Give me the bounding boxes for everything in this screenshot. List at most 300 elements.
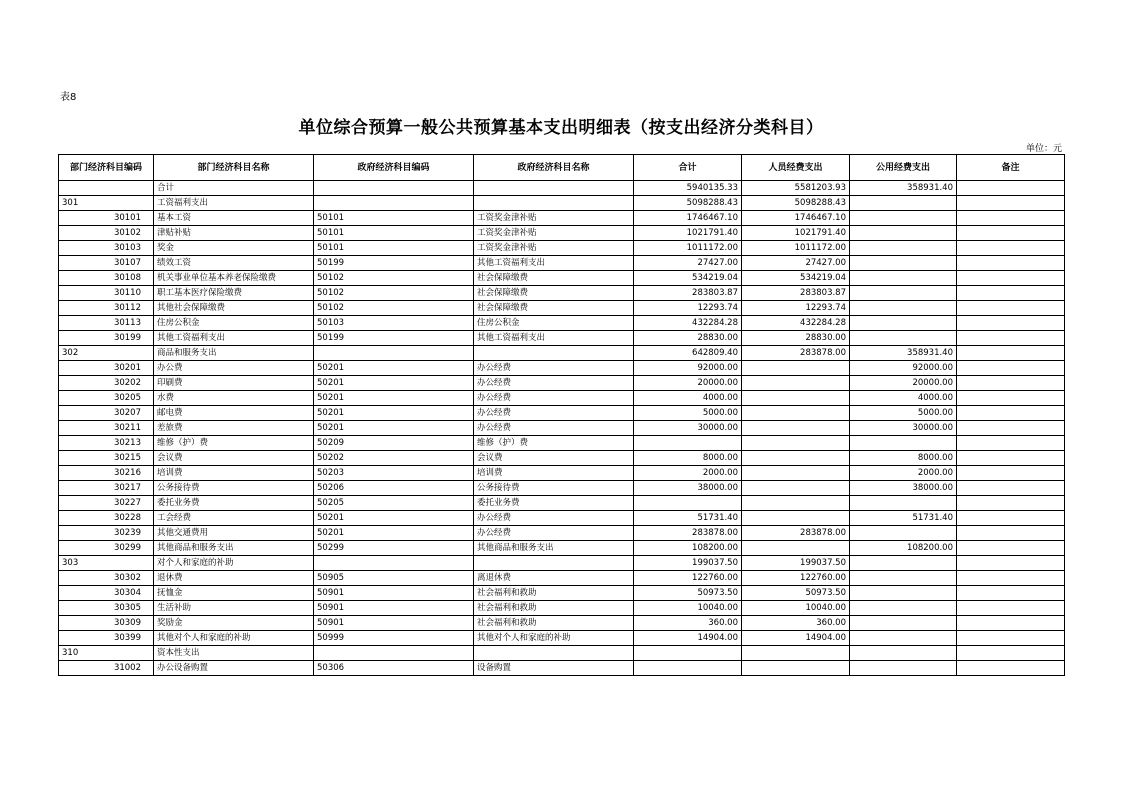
total-cell: 92000.00 [634,361,742,376]
table-row [59,571,1065,586]
personnel-cell [742,511,850,526]
public-cell [850,331,957,346]
dept-name-cell: 其他工资福利支出 [154,331,314,346]
dept-name-cell: 绩效工资 [154,256,314,271]
dept-name-cell: 生活补助 [154,601,314,616]
total-cell: 642809.40 [634,346,742,361]
dept-code-cell: 30211 [59,421,154,436]
public-cell [850,316,957,331]
public-cell [850,436,957,451]
header-note: 备注 [957,155,1065,181]
public-cell [850,556,957,571]
public-cell [850,571,957,586]
table-row [59,226,1065,241]
dept-code-cell: 30108 [59,271,154,286]
gov-name-cell: 委托业务费 [474,496,634,511]
gov-name-cell: 会议费 [474,451,634,466]
gov-name-cell: 公务接待费 [474,481,634,496]
personnel-cell: 27427.00 [742,256,850,271]
header-public: 公用经费支出 [850,155,957,181]
gov-name-cell: 办公经费 [474,391,634,406]
note-cell [957,331,1065,346]
gov-code-cell: 50299 [314,541,474,556]
gov-code-cell: 50201 [314,376,474,391]
public-cell: 38000.00 [850,481,957,496]
personnel-cell: 283878.00 [742,346,850,361]
personnel-cell [742,376,850,391]
total-cell: 5940135.33 [634,181,742,196]
gov-name-cell: 工资奖金津补贴 [474,226,634,241]
gov-name-cell: 社会保障缴费 [474,301,634,316]
total-cell: 432284.28 [634,316,742,331]
gov-code-cell: 50901 [314,601,474,616]
gov-code-cell: 50201 [314,421,474,436]
gov-code-cell: 50205 [314,496,474,511]
public-cell [850,286,957,301]
public-cell: 108200.00 [850,541,957,556]
dept-code-cell: 30205 [59,391,154,406]
header-total: 合计 [634,155,742,181]
table-row [59,601,1065,616]
dept-code-cell: 30101 [59,211,154,226]
total-cell: 1021791.40 [634,226,742,241]
dept-name-cell: 邮电费 [154,406,314,421]
personnel-cell: 10040.00 [742,601,850,616]
personnel-cell [742,421,850,436]
note-cell [957,496,1065,511]
gov-code-cell [314,646,474,661]
table-row [59,316,1065,331]
public-cell [850,241,957,256]
table-row [59,616,1065,631]
total-cell: 5098288.43 [634,196,742,211]
dept-code-cell: 30228 [59,511,154,526]
dept-code-cell: 30399 [59,631,154,646]
note-cell [957,421,1065,436]
gov-name-cell: 社会福利和救助 [474,616,634,631]
dept-name-cell: 办公费 [154,361,314,376]
gov-name-cell [474,646,634,661]
dept-code-cell: 301 [59,196,154,211]
table-row [59,481,1065,496]
dept-name-cell: 机关事业单位基本养老保险缴费 [154,271,314,286]
total-cell: 38000.00 [634,481,742,496]
gov-code-cell: 50102 [314,301,474,316]
total-cell: 199037.50 [634,556,742,571]
personnel-cell: 199037.50 [742,556,850,571]
dept-name-cell: 工会经费 [154,511,314,526]
personnel-cell [742,391,850,406]
gov-name-cell: 培训费 [474,466,634,481]
public-cell: 358931.40 [850,346,957,361]
page-title: 单位综合预算一般公共预算基本支出明细表（按支出经济分类科目） [298,118,824,138]
dept-name-cell: 培训费 [154,466,314,481]
dept-code-cell: 302 [59,346,154,361]
gov-name-cell: 设备购置 [474,661,634,676]
gov-code-cell: 50199 [314,256,474,271]
gov-name-cell: 其他工资福利支出 [474,331,634,346]
dept-name-cell: 资本性支出 [154,646,314,661]
gov-code-cell: 50901 [314,586,474,601]
gov-name-cell: 社会福利和救助 [474,586,634,601]
personnel-cell: 1021791.40 [742,226,850,241]
dept-name-cell: 办公设备购置 [154,661,314,676]
public-cell [850,601,957,616]
sheet-label: 表8 [60,92,77,103]
dept-name-cell: 奖金 [154,241,314,256]
dept-code-cell: 30112 [59,301,154,316]
dept-code-cell: 30299 [59,541,154,556]
personnel-cell: 1746467.10 [742,211,850,226]
gov-name-cell: 社会福利和救助 [474,601,634,616]
table-row [59,331,1065,346]
total-cell: 30000.00 [634,421,742,436]
total-cell: 28830.00 [634,331,742,346]
dept-code-cell: 30202 [59,376,154,391]
total-cell [634,661,742,676]
public-cell [850,271,957,286]
gov-name-cell [474,196,634,211]
table-row [59,421,1065,436]
table-row [59,181,1065,196]
public-cell [850,496,957,511]
gov-code-cell: 50999 [314,631,474,646]
dept-name-cell: 津贴补贴 [154,226,314,241]
public-cell: 92000.00 [850,361,957,376]
gov-code-cell: 50201 [314,406,474,421]
dept-name-cell: 抚恤金 [154,586,314,601]
total-cell: 283803.87 [634,286,742,301]
header-dept-name: 部门经济科目名称 [154,155,314,181]
note-cell [957,646,1065,661]
dept-code-cell: 30305 [59,601,154,616]
note-cell [957,541,1065,556]
table-row [59,646,1065,661]
gov-code-cell: 50201 [314,526,474,541]
total-cell: 51731.40 [634,511,742,526]
table-row [59,541,1065,556]
dept-name-cell: 其他社会保障缴费 [154,301,314,316]
dept-code-cell: 30215 [59,451,154,466]
total-cell [634,436,742,451]
dept-name-cell: 对个人和家庭的补助 [154,556,314,571]
gov-code-cell [314,556,474,571]
dept-name-cell: 水费 [154,391,314,406]
personnel-cell [742,451,850,466]
public-cell [850,196,957,211]
dept-code-cell: 30113 [59,316,154,331]
note-cell [957,376,1065,391]
note-cell [957,391,1065,406]
table-body [59,181,1065,676]
note-cell [957,616,1065,631]
personnel-cell: 5098288.43 [742,196,850,211]
gov-name-cell: 住房公积金 [474,316,634,331]
gov-code-cell: 50102 [314,271,474,286]
total-cell: 20000.00 [634,376,742,391]
table-row [59,301,1065,316]
table-row [59,526,1065,541]
table-row [59,556,1065,571]
gov-name-cell: 离退休费 [474,571,634,586]
note-cell [957,301,1065,316]
header-gov-name: 政府经济科目名称 [474,155,634,181]
dept-name-cell: 维修（护）费 [154,436,314,451]
personnel-cell: 50973.50 [742,586,850,601]
note-cell [957,196,1065,211]
gov-code-cell: 50203 [314,466,474,481]
table-row [59,406,1065,421]
dept-code-cell: 31002 [59,661,154,676]
gov-code-cell: 50101 [314,226,474,241]
dept-name-cell: 基本工资 [154,211,314,226]
personnel-cell: 1011172.00 [742,241,850,256]
public-cell [850,646,957,661]
table-row [59,271,1065,286]
gov-name-cell: 办公经费 [474,421,634,436]
gov-name-cell [474,181,634,196]
dept-name-cell: 奖励金 [154,616,314,631]
total-cell: 2000.00 [634,466,742,481]
table-row [59,196,1065,211]
total-cell: 50973.50 [634,586,742,601]
gov-name-cell: 工资奖金津补贴 [474,211,634,226]
personnel-cell [742,646,850,661]
note-cell [957,451,1065,466]
personnel-cell: 12293.74 [742,301,850,316]
gov-name-cell: 维修（护）费 [474,436,634,451]
dept-name-cell: 工资福利支出 [154,196,314,211]
dept-name-cell: 退休费 [154,571,314,586]
personnel-cell [742,361,850,376]
public-cell [850,211,957,226]
personnel-cell [742,406,850,421]
gov-code-cell: 50199 [314,331,474,346]
public-cell: 5000.00 [850,406,957,421]
public-cell [850,661,957,676]
note-cell [957,436,1065,451]
dept-code-cell: 30227 [59,496,154,511]
dept-name-cell: 其他交通费用 [154,526,314,541]
gov-code-cell: 50306 [314,661,474,676]
gov-code-cell: 50202 [314,451,474,466]
note-cell [957,481,1065,496]
table-row [59,391,1065,406]
gov-code-cell: 50102 [314,286,474,301]
dept-code-cell [59,181,154,196]
header-personnel: 人员经费支出 [742,155,850,181]
personnel-cell [742,481,850,496]
gov-name-cell: 其他工资福利支出 [474,256,634,271]
gov-code-cell: 50103 [314,316,474,331]
total-cell: 283878.00 [634,526,742,541]
gov-name-cell: 其他商品和服务支出 [474,541,634,556]
table-row [59,211,1065,226]
personnel-cell [742,436,850,451]
dept-code-cell: 30217 [59,481,154,496]
public-cell [850,256,957,271]
note-cell [957,601,1065,616]
dept-code-cell: 303 [59,556,154,571]
note-cell [957,241,1065,256]
note-cell [957,361,1065,376]
public-cell [850,526,957,541]
total-cell: 14904.00 [634,631,742,646]
note-cell [957,556,1065,571]
public-cell: 8000.00 [850,451,957,466]
personnel-cell: 283803.87 [742,286,850,301]
note-cell [957,631,1065,646]
public-cell: 358931.40 [850,181,957,196]
table-row [59,586,1065,601]
total-cell: 8000.00 [634,451,742,466]
gov-name-cell: 社会保障缴费 [474,271,634,286]
dept-name-cell: 委托业务费 [154,496,314,511]
total-cell: 10040.00 [634,601,742,616]
dept-name-cell: 差旅费 [154,421,314,436]
total-cell: 4000.00 [634,391,742,406]
public-cell: 30000.00 [850,421,957,436]
dept-name-cell: 其他对个人和家庭的补助 [154,631,314,646]
note-cell [957,271,1065,286]
header-dept-code: 部门经济科目编码 [59,155,154,181]
table-row [59,361,1065,376]
gov-name-cell: 办公经费 [474,376,634,391]
gov-code-cell: 50901 [314,616,474,631]
dept-name-cell: 职工基本医疗保险缴费 [154,286,314,301]
note-cell [957,211,1065,226]
total-cell: 1011172.00 [634,241,742,256]
dept-code-cell: 310 [59,646,154,661]
personnel-cell: 360.00 [742,616,850,631]
table-row [59,496,1065,511]
personnel-cell [742,466,850,481]
note-cell [957,406,1065,421]
dept-code-cell: 30110 [59,286,154,301]
dept-code-cell: 30213 [59,436,154,451]
total-cell: 108200.00 [634,541,742,556]
gov-name-cell [474,556,634,571]
gov-code-cell: 50905 [314,571,474,586]
public-cell [850,616,957,631]
total-cell: 12293.74 [634,301,742,316]
gov-code-cell [314,196,474,211]
header-gov-code: 政府经济科目编码 [314,155,474,181]
table-row [59,346,1065,361]
table-row [59,631,1065,646]
public-cell: 2000.00 [850,466,957,481]
dept-code-cell: 30302 [59,571,154,586]
total-cell: 534219.04 [634,271,742,286]
dept-name-cell: 住房公积金 [154,316,314,331]
note-cell [957,256,1065,271]
gov-code-cell: 50201 [314,391,474,406]
note-cell [957,526,1065,541]
total-cell: 1746467.10 [634,211,742,226]
table-row [59,376,1065,391]
personnel-cell: 432284.28 [742,316,850,331]
dept-name-cell: 会议费 [154,451,314,466]
dept-code-cell: 30199 [59,331,154,346]
note-cell [957,511,1065,526]
note-cell [957,226,1065,241]
gov-name-cell: 社会保障缴费 [474,286,634,301]
dept-code-cell: 30309 [59,616,154,631]
public-cell: 51731.40 [850,511,957,526]
dept-code-cell: 30239 [59,526,154,541]
public-cell [850,631,957,646]
unit-label: 单位：元 [1025,144,1062,154]
total-cell: 5000.00 [634,406,742,421]
note-cell [957,181,1065,196]
personnel-cell: 122760.00 [742,571,850,586]
table-row [59,511,1065,526]
gov-name-cell: 工资奖金津补贴 [474,241,634,256]
gov-code-cell: 50206 [314,481,474,496]
gov-name-cell: 办公经费 [474,511,634,526]
gov-code-cell: 50201 [314,361,474,376]
table-row [59,661,1065,676]
dept-code-cell: 30304 [59,586,154,601]
total-cell [634,646,742,661]
dept-code-cell: 30207 [59,406,154,421]
dept-name-cell: 商品和服务支出 [154,346,314,361]
gov-name-cell: 办公经费 [474,361,634,376]
note-cell [957,586,1065,601]
public-cell [850,301,957,316]
personnel-cell [742,661,850,676]
dept-code-cell: 30216 [59,466,154,481]
gov-name-cell: 办公经费 [474,526,634,541]
dept-name-cell: 印刷费 [154,376,314,391]
public-cell [850,586,957,601]
dept-name-cell: 公务接待费 [154,481,314,496]
public-cell: 4000.00 [850,391,957,406]
dept-code-cell: 30103 [59,241,154,256]
total-cell: 27427.00 [634,256,742,271]
dept-name-cell: 其他商品和服务支出 [154,541,314,556]
total-cell [634,496,742,511]
dept-name-cell: 合计 [154,181,314,196]
note-cell [957,346,1065,361]
personnel-cell [742,496,850,511]
public-cell: 20000.00 [850,376,957,391]
gov-name-cell: 其他对个人和家庭的补助 [474,631,634,646]
expenditure-table [58,154,1065,676]
table-row [59,466,1065,481]
gov-code-cell: 50209 [314,436,474,451]
table-row [59,256,1065,271]
table-header-row [59,155,1065,181]
note-cell [957,316,1065,331]
gov-code-cell [314,181,474,196]
note-cell [957,661,1065,676]
personnel-cell: 5581203.93 [742,181,850,196]
table-row [59,241,1065,256]
gov-name-cell: 办公经费 [474,406,634,421]
personnel-cell: 283878.00 [742,526,850,541]
public-cell [850,226,957,241]
personnel-cell: 28830.00 [742,331,850,346]
dept-code-cell: 30102 [59,226,154,241]
note-cell [957,466,1065,481]
gov-code-cell: 50201 [314,511,474,526]
gov-code-cell: 50101 [314,241,474,256]
dept-code-cell: 30107 [59,256,154,271]
table-row [59,436,1065,451]
note-cell [957,286,1065,301]
dept-code-cell: 30201 [59,361,154,376]
